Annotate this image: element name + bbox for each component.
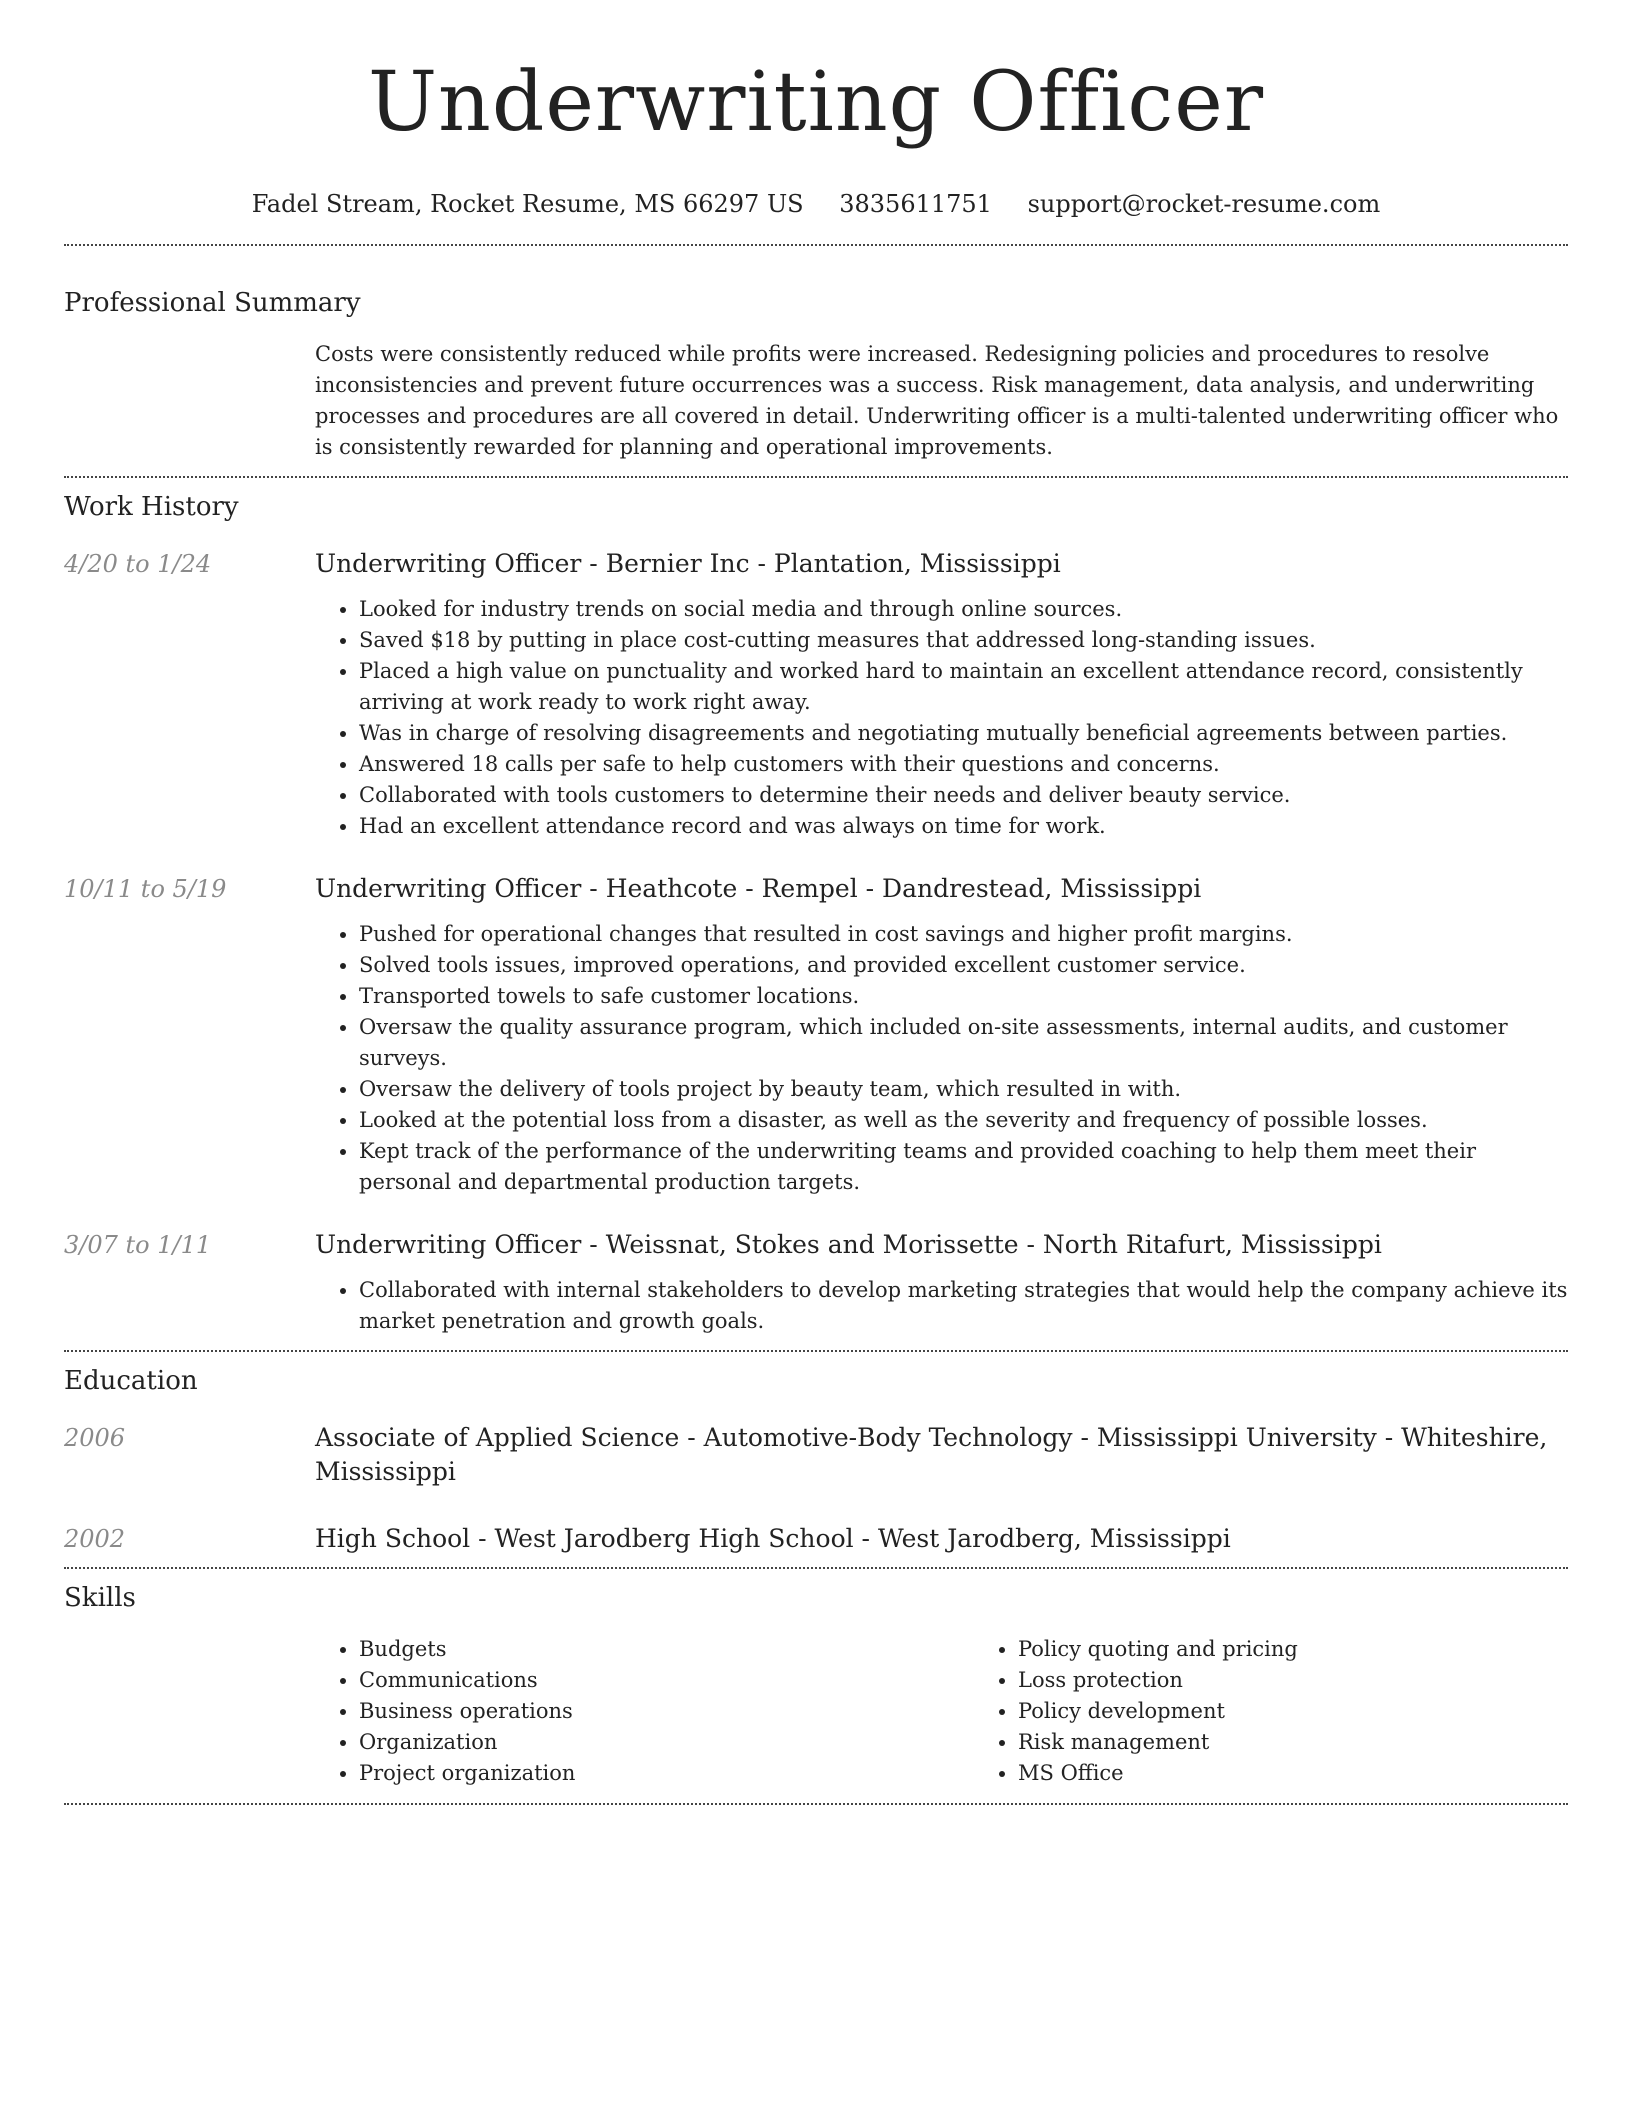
section-divider (64, 1567, 1568, 1569)
skill-item: • Communications (359, 1665, 974, 1696)
section-divider (64, 1350, 1568, 1352)
job-bullet: • Kept track of the performance of the underwriting teams and provided coaching to help them meet their personal and departmental production targets. (359, 1136, 1568, 1198)
job-entry (64, 872, 1568, 1198)
summary-heading: Professional Summary (64, 288, 361, 318)
skill-item: • Project organization (359, 1758, 974, 1789)
summary-text: Costs were consistently reduced while profits were increased. Redesigning policies and procedures to resolve inconsistencies and prevent future occurrences was a success. Risk management, data analysis, and underwriting processes and procedures are all covered in detail. Underwriting officer is a multi-talented underwriting officer who is consistently rewarded for planning and operational improvements. (315, 342, 1559, 459)
job-dates: 10/11 to 5/19 (64, 875, 227, 903)
education-entry (64, 1421, 1568, 1489)
work-history-heading: Work History (64, 492, 239, 522)
job-bullet: • Saved $18 by putting in place cost-cutting measures that addressed long-standing issues. (359, 625, 1568, 656)
job-bullet: • Placed a high value on punctuality and worked hard to maintain an excellent attendance record, consistently arriving at work ready to work right away. (359, 656, 1568, 718)
contact-email: support@rocket-resume.com (1027, 190, 1381, 218)
job-heading: Underwriting Officer - Weissnat, Stokes and Morissette - North Ritafurt, Mississippi (315, 1230, 1382, 1259)
job-bullets (315, 1275, 1568, 1337)
job-bullet: • Solved tools issues, improved operations, and provided excellent customer service. (359, 950, 1568, 981)
education-degree: Associate of Applied Science - Automotive-Body Technology (315, 1423, 1073, 1452)
section-divider (64, 244, 1568, 246)
skill-item: • Policy development (1018, 1696, 1632, 1727)
skill-item: • Business operations (359, 1696, 974, 1727)
job-dates: 4/20 to 1/24 (64, 550, 212, 578)
skill-item: • Policy quoting and pricing (1018, 1634, 1632, 1665)
skill-item: • Loss protection (1018, 1665, 1632, 1696)
job-bullet: • Oversaw the quality assurance program, which included on-site assessments, internal audits, and customer surveys. (359, 1012, 1568, 1074)
job-dates: 3/07 to 1/11 (64, 1231, 212, 1259)
education-year: 2006 (64, 1424, 126, 1452)
contact-phone: 3835611751 (839, 190, 992, 218)
job-heading: Underwriting Officer - Bernier Inc - Plantation, Mississippi (315, 549, 1061, 578)
job-heading: Underwriting Officer - Heathcote - Rempel - Dandrestead, Mississippi (315, 874, 1202, 903)
contact-address: Fadel Stream, Rocket Resume, MS 66297 US (251, 190, 804, 218)
work-history-section (64, 490, 1568, 1337)
education-section (64, 1364, 1568, 1556)
skill-item: • Organization (359, 1727, 974, 1758)
job-bullet: • Collaborated with tools customers to determine their needs and deliver beauty service. (359, 780, 1568, 811)
skill-item: • Risk management (1018, 1727, 1632, 1758)
skill-item: • Budgets (359, 1634, 974, 1665)
skills-list-right (974, 1634, 1632, 1789)
job-bullets (315, 594, 1568, 842)
job-bullet: • Looked for industry trends on social media and through online sources. (359, 594, 1568, 625)
skill-item: • MS Office (1018, 1758, 1632, 1789)
job-bullet: • Transported towels to safe customer locations. (359, 981, 1568, 1012)
job-bullet: • Answered 18 calls per safe to help customers with their questions and concerns. (359, 749, 1568, 780)
skills-list-left (315, 1634, 974, 1789)
section-divider (64, 1803, 1568, 1805)
summary-section (64, 286, 1568, 463)
job-bullet: • Looked at the potential loss from a disaster, as well as the severity and frequency of possible losses. (359, 1105, 1568, 1136)
education-degree: High School (315, 1524, 471, 1553)
job-entry (64, 547, 1568, 842)
education-school: - West Jarodberg High School - West Jarodberg, Mississippi (470, 1524, 1231, 1553)
job-bullet: • Oversaw the delivery of tools project by beauty team, which resulted in with. (359, 1074, 1568, 1105)
job-bullets (315, 919, 1568, 1198)
job-bullet: • Pushed for operational changes that resulted in cost savings and higher profit margins. (359, 919, 1568, 950)
skills-section (64, 1581, 1568, 1789)
contact-line (64, 188, 1568, 220)
resume-page (64, 0, 1568, 1805)
skills-heading: Skills (64, 1583, 136, 1613)
job-entry (64, 1228, 1568, 1337)
job-bullet: • Had an excellent attendance record and was always on time for work. (359, 811, 1568, 842)
job-bullet: • Collaborated with internal stakeholders to develop marketing strategies that would help the company achieve its market penetration and growth goals. (359, 1275, 1568, 1337)
education-entry (64, 1522, 1568, 1556)
education-heading: Education (64, 1366, 198, 1396)
job-bullet: • Was in charge of resolving disagreements and negotiating mutually beneficial agreements between parties. (359, 718, 1568, 749)
resume-name: Underwriting Officer (367, 55, 1265, 150)
education-year: 2002 (64, 1525, 126, 1553)
education-school: - Mississippi University - Whiteshire, Mississippi (315, 1423, 1548, 1486)
section-divider (64, 476, 1568, 478)
